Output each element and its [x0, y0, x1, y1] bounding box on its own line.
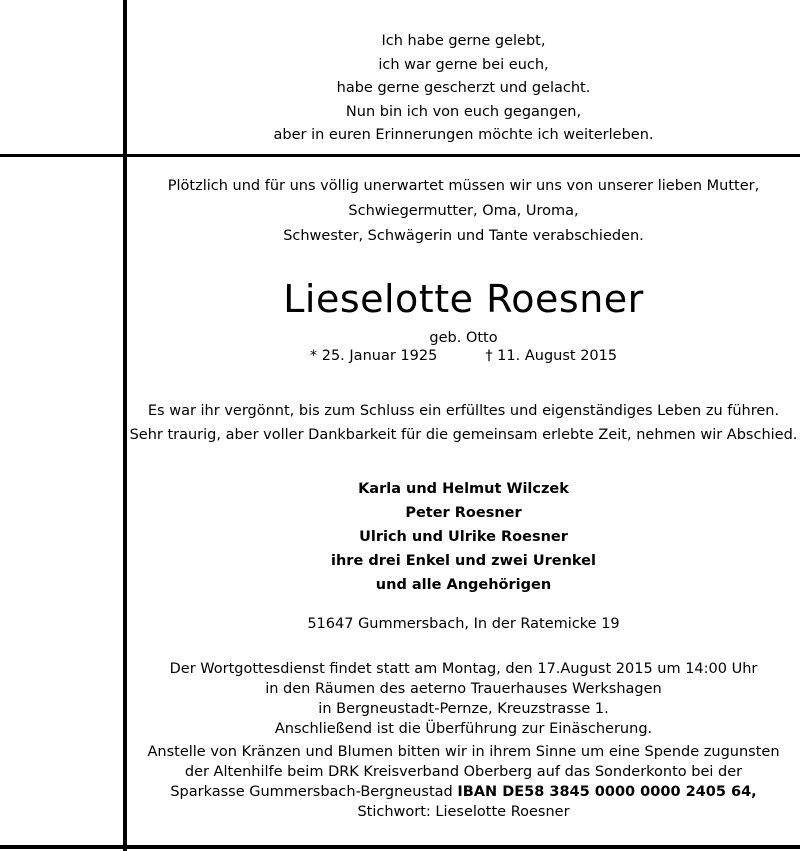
mourner: Ulrich und Ulrike Roesner — [359, 529, 568, 545]
deceased-name: Lieselotte Roesner — [283, 277, 644, 321]
section-divider — [0, 154, 800, 157]
mourner: Karla und Helmut Wilczek — [358, 481, 569, 497]
family-address: 51647 Gummersbach, In der Ratemicke 19 — [307, 616, 620, 632]
mourner: und alle Angehörigen — [375, 577, 552, 593]
intro-line: Plötzlich und für uns völlig unerwartet müssen wir uns von unserer lieben Mutter, — [167, 178, 760, 194]
donation-keyword: Stichwort: Lieselotte Roesner — [357, 804, 570, 820]
life-dates — [127, 345, 800, 367]
motto-line: habe gerne gescherzt und gelacht. — [336, 80, 591, 96]
intro-line: Schwiegermutter, Oma, Uroma, — [348, 203, 579, 219]
death-date: † 11. August 2015 — [485, 348, 618, 364]
service-line: Der Wortgottesdienst findet statt am Montag, den 17.August 2015 um 14:00 Uhr — [169, 661, 758, 677]
life-line: Es war ihr vergönnt, bis zum Schluss ein erfülltes und eigenständiges Leben zu führen. — [147, 403, 780, 419]
birth-date: * 25. Januar 1925 — [309, 348, 438, 364]
motto-line: Ich habe gerne gelebt, — [381, 33, 546, 49]
iban: IBAN DE58 3845 0000 0000 2405 64, — [457, 784, 757, 800]
bottom-border-line — [0, 845, 800, 849]
life-line: Sehr traurig, aber voller Dankbarkeit für die gemeinsam erlebte Zeit, nehmen wir Abschied. — [129, 427, 798, 443]
mourners-list — [127, 477, 800, 597]
donation-line: der Altenhilfe beim DRK Kreisverband Oberberg auf das Sonderkonto bei der — [184, 764, 743, 780]
mourner: Peter Roesner — [405, 505, 522, 521]
bank-name: Sparkasse Gummersbach-Bergneustad — [170, 784, 458, 800]
motto-line: Nun bin ich von euch gegangen, — [345, 103, 582, 120]
motto-line: ich war gerne bei euch, — [378, 56, 549, 73]
service-info — [127, 659, 800, 739]
birth-name: geb. Otto — [429, 330, 498, 346]
motto-poem — [127, 30, 800, 148]
mourner: ihre drei Enkel und zwei Urenkel — [331, 553, 596, 569]
life-text — [127, 399, 800, 447]
intro-line: Schwester, Schwägerin und Tante verabschieden. — [283, 228, 644, 244]
donation-line: Anstelle von Kränzen und Blumen bitten wir in ihrem Sinne um eine Spende zugunsten — [147, 744, 780, 760]
motto-line: aber in euren Erinnerungen möchte ich weiterleben. — [273, 127, 654, 143]
intro-text — [127, 174, 800, 249]
donation-line — [127, 782, 800, 802]
service-line: in den Räumen des aeterno Trauerhauses Werkshagen — [265, 681, 662, 697]
service-line: in Bergneustadt-Pernze, Kreuzstrasse 1. — [318, 701, 609, 717]
donation-info — [127, 742, 800, 822]
service-line: Anschließend ist die Überführung zur Einäscherung. — [274, 721, 653, 737]
